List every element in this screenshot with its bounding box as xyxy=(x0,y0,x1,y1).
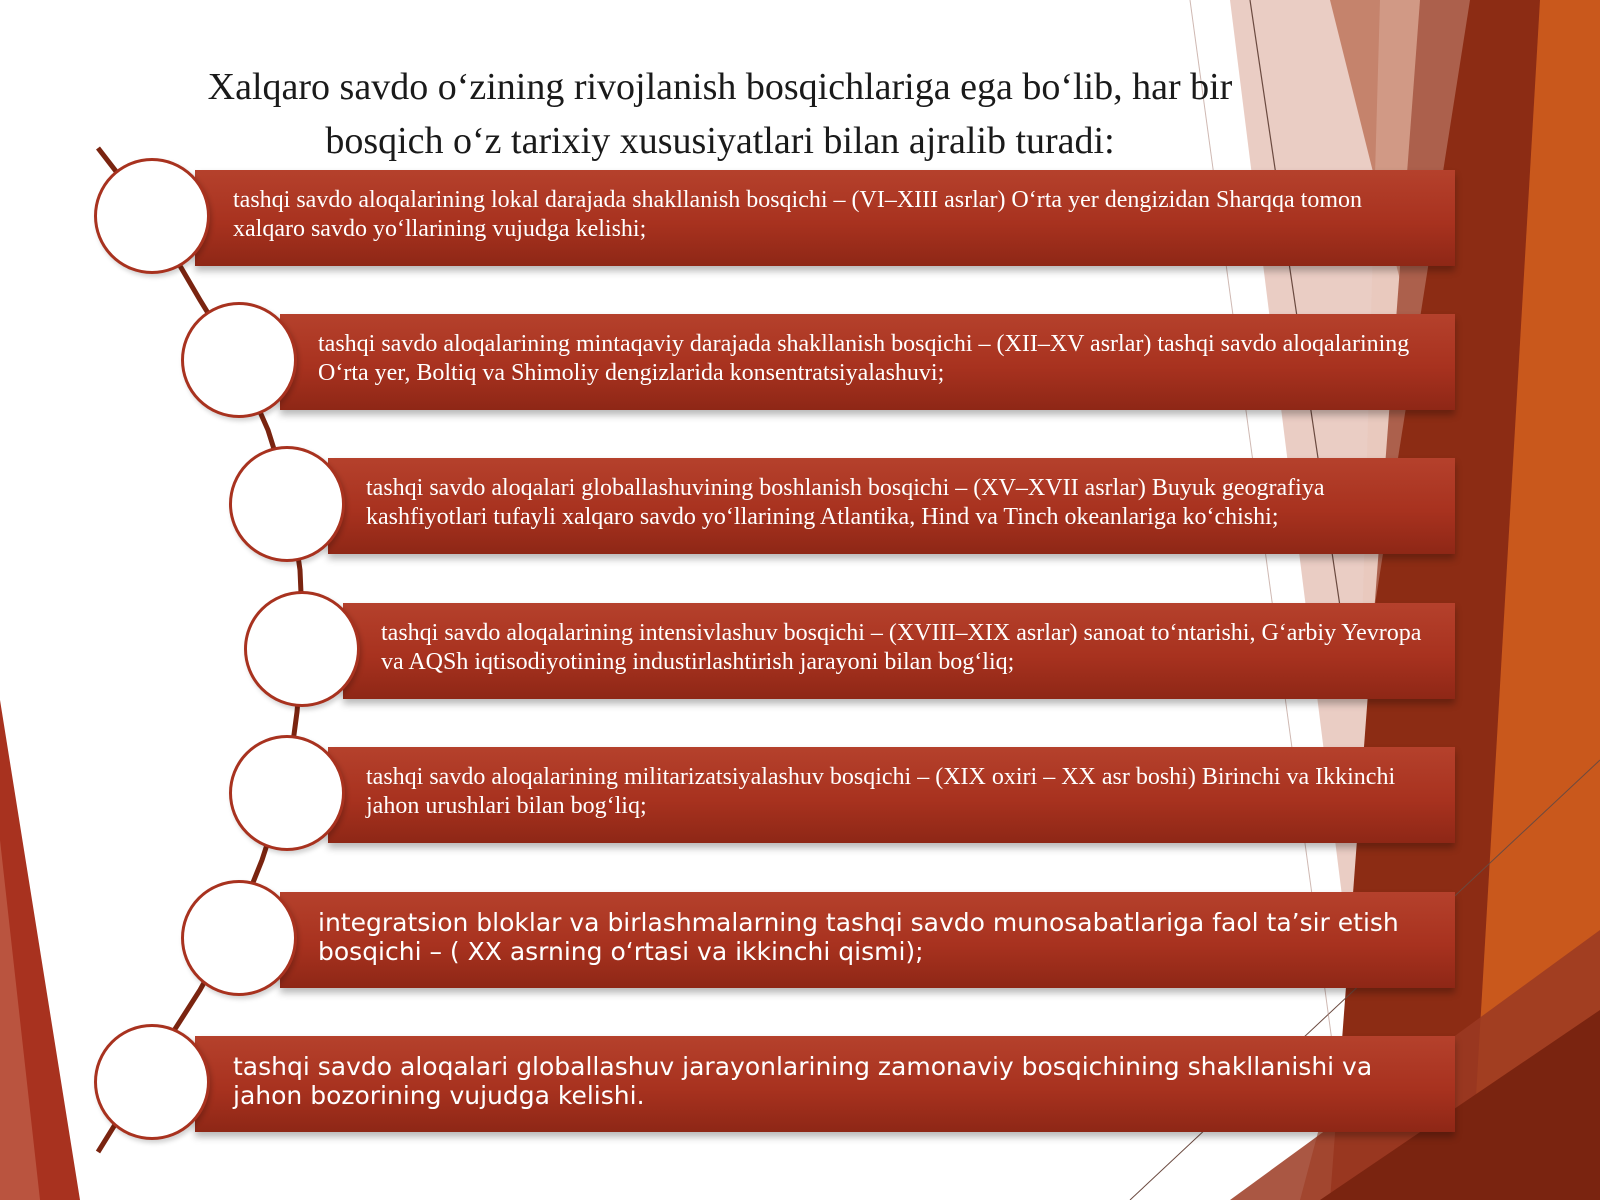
stage-marker-1 xyxy=(94,158,210,274)
stage-bar-3 xyxy=(328,458,1455,554)
stage-bar-2 xyxy=(280,314,1455,410)
stage-text-6: integratsion bloklar va birlashmalarning tashqi savdo munosabatlariga faol ta’sir etish bosqichi – ( XX asrning o‘rtasi va ikkinchi qismi); xyxy=(318,908,1399,966)
stage-text-3: tashqi savdo aloqalari globallashuvining boshlanish bosqichi – (XV–XVII asrlar) Buyuk geografiya kashfiyotlari tufayli xalqaro savdo yo‘llarining Atlantika, Hind va Tinch okeanlariga ko‘chishi; xyxy=(366,475,1325,530)
stage-marker-4 xyxy=(244,591,360,707)
stage-text-2: tashqi savdo aloqalarining mintaqaviy darajada shakllanish bosqichi – (XII–XV asrlar) tashqi savdo aloqalarining O‘rta yer, Boltiq va Shimoliy dengizlarida konsentratsiyalashuvi; xyxy=(318,331,1410,386)
stage-text-7: tashqi savdo aloqalari globallashuv jarayonlarining zamonaviy bosqichining shakllanishi va jahon bozorining vujudga kelishi. xyxy=(233,1052,1373,1110)
stage-bar-4 xyxy=(343,603,1455,699)
title-line-1: Xalqaro savdo o‘zining rivojlanish bosqichlariga ega bo‘lib, har bir xyxy=(207,66,1233,108)
stage-marker-3 xyxy=(229,446,345,562)
title-line-2: bosqich o‘z tarixiy xususiyatlari bilan ajralib turadi: xyxy=(325,120,1115,162)
stage-bar-6 xyxy=(280,892,1455,988)
stage-text-4: tashqi savdo aloqalarining intensivlashuv bosqichi – (XVIII–XIX asrlar) sanoat to‘ntarishi, G‘arbiy Yevropa va AQSh iqtisodiyotining industirlashtirish jarayoni bilan bog‘liq; xyxy=(381,620,1422,675)
stage-marker-5 xyxy=(229,735,345,851)
stage-marker-6 xyxy=(181,880,297,996)
stage-marker-7 xyxy=(94,1024,210,1140)
stage-marker-2 xyxy=(181,302,297,418)
stage-bar-7 xyxy=(195,1036,1455,1132)
stage-bar-5 xyxy=(328,747,1455,843)
stage-text-1: tashqi savdo aloqalarining lokal darajada shakllanish bosqichi – (VI–XIII asrlar) O‘rta yer dengizidan Sharqqa tomon xalqaro savdo yo‘llarining vujudga kelishi; xyxy=(233,187,1362,242)
stage-text-5: tashqi savdo aloqalarining militarizatsiyalashuv bosqichi – (XIX oxiri – XX asr boshi) Birinchi va Ikkinchi jahon urushlari bilan bog‘liq; xyxy=(366,764,1396,819)
stage-bar-1 xyxy=(195,170,1455,266)
